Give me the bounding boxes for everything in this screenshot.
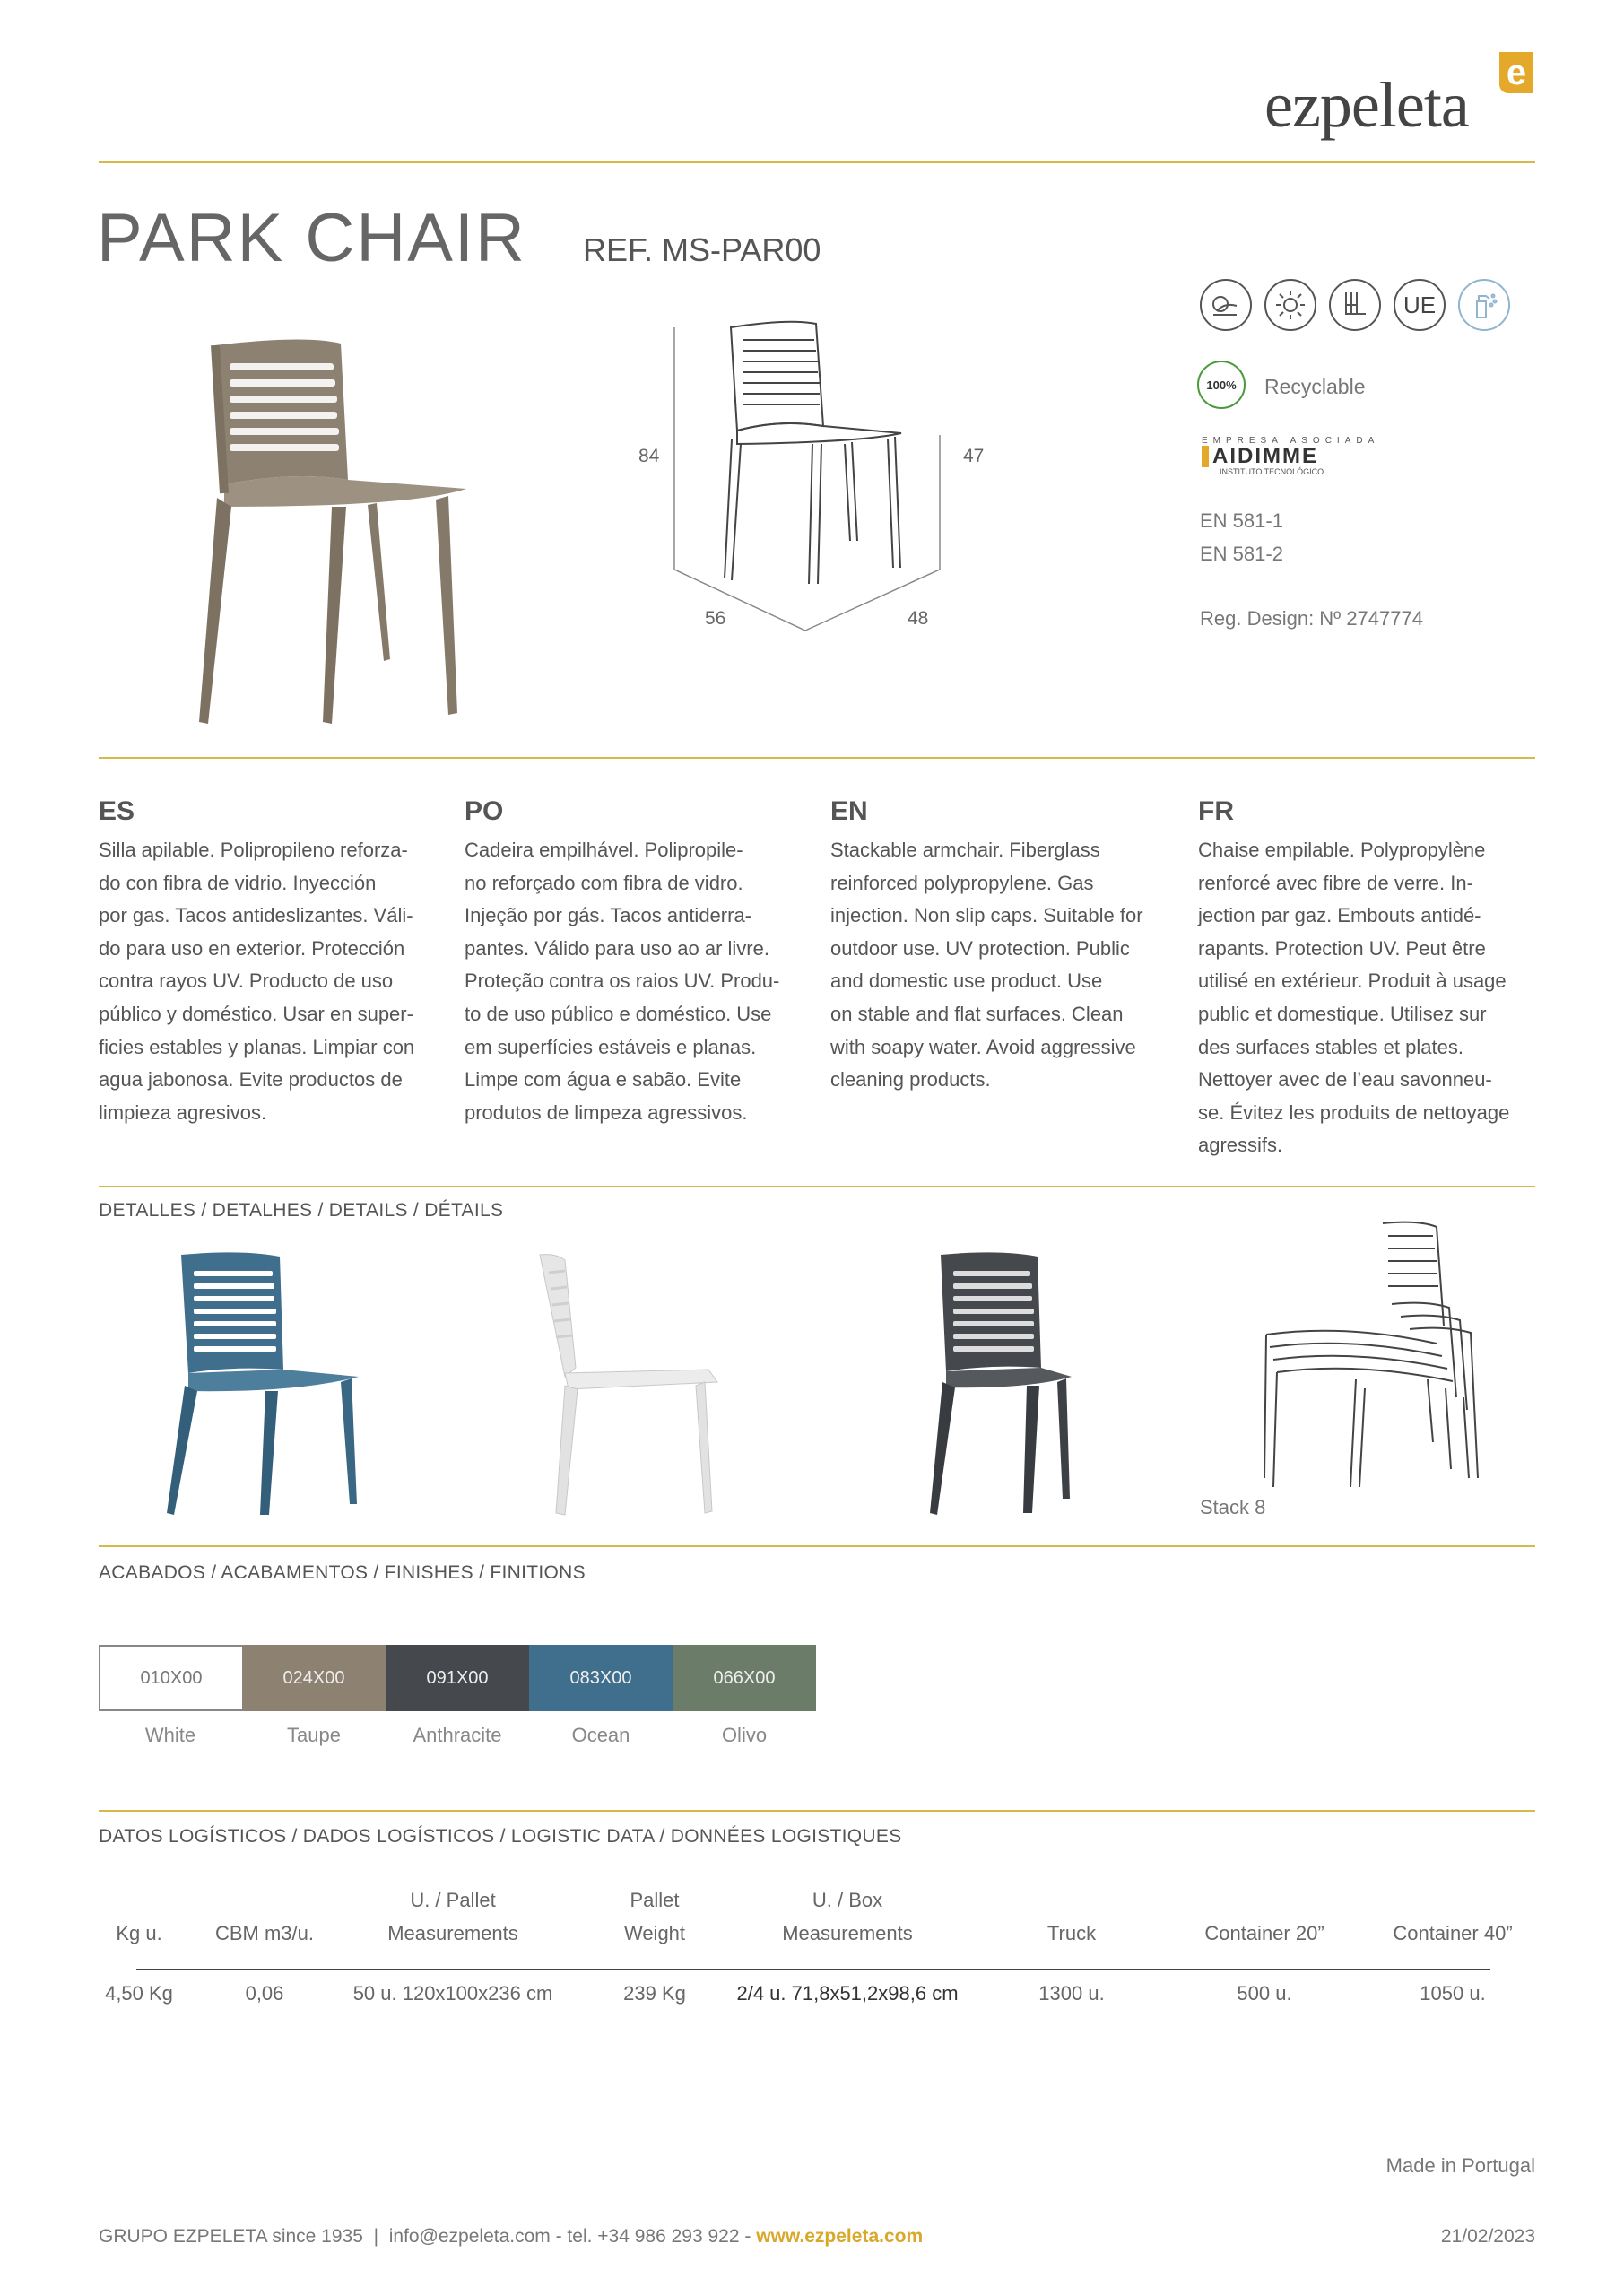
desc-line: renforcé avec fibre de verre. In- <box>1198 871 1473 894</box>
swatch-name: Ocean <box>571 1724 630 1746</box>
table-cell: 4,50 Kg <box>105 1982 173 2005</box>
swatch-name: White <box>144 1724 196 1746</box>
desc-line: Proteção contra os raios UV. Produ- <box>465 970 780 993</box>
desc-line: do con fibra de vidrio. Inyección <box>99 871 377 894</box>
header-line1 <box>81 1883 197 1917</box>
desc-line: do para uso en exterior. Protección <box>99 936 405 960</box>
header-line1: U. / Box <box>812 1889 883 1911</box>
desc-en-lang: EN <box>830 796 868 826</box>
sun-icon <box>1264 279 1316 331</box>
made-in: Made in Portugal <box>1385 2154 1535 2177</box>
desc-line: Limpe com água e sabão. Evite <box>465 1068 742 1091</box>
ue-icon: UE <box>1394 279 1446 331</box>
desc-line: em superfícies estáveis e planas. <box>465 1035 757 1058</box>
swatch-code: 010X00 <box>140 1667 203 1688</box>
desc-line: Nettoyer avec de l’eau savonneu- <box>1198 1068 1492 1091</box>
brand-name: ezpeleta <box>1264 69 1469 141</box>
dim-height: 84 <box>638 446 660 466</box>
footer-date: 21/02/2023 <box>1440 2226 1535 2247</box>
brand-badge: e <box>1499 52 1533 93</box>
desc-line: limpieza agresivos. <box>99 1100 267 1124</box>
desc-line: se. Évitez les produits de nettoyage <box>1198 1100 1510 1124</box>
product-ref: REF. MS-PAR00 <box>583 231 821 268</box>
clean-spray-icon <box>1458 279 1510 331</box>
desc-line: contra rayos UV. Producto de uso <box>99 970 394 993</box>
swatch-olivo <box>673 1645 816 1711</box>
desc-line: Stackable armchair. Fiberglass <box>830 839 1100 861</box>
footer-contact: GRUPO EZPELETA since 1935 | info@ezpeleta.com - tel. +34 986 293 922 - <box>99 2226 757 2247</box>
table-rule <box>136 1969 1490 1970</box>
header-line2: CBM m3/u. <box>214 1922 315 1944</box>
table-cell: 500 u. <box>1237 1982 1292 2005</box>
chair-photo-ocean <box>161 1251 368 1520</box>
divider-details <box>99 1186 1535 1187</box>
aidimme-logo <box>1202 436 1381 476</box>
desc-line: des surfaces stables et plates. <box>1198 1035 1463 1058</box>
desc-fr <box>1198 796 1539 1162</box>
header-line2: Weight <box>623 1922 686 1944</box>
norm-1: EN 581-1 <box>1200 509 1283 532</box>
desc-fr-lang: FR <box>1198 796 1234 826</box>
desc-line: agua jabonosa. Evite productos de <box>99 1068 403 1091</box>
swatch-code: 066X00 <box>713 1667 776 1688</box>
desc-line: cleaning products. <box>830 1068 991 1091</box>
desc-line: agressifs. <box>1198 1134 1283 1157</box>
header-line1 <box>1175 1883 1354 1917</box>
desc-line: Chaise empilable. Polypropylène <box>1198 839 1486 861</box>
header-line2: Truck <box>1046 1922 1097 1944</box>
table-header <box>197 1883 332 1950</box>
table-cell: 50 u. 120x100x236 cm <box>352 1982 553 2005</box>
product-title: PARK CHAIR <box>97 200 526 276</box>
swatch-code: 024X00 <box>282 1667 345 1688</box>
dim-width: 56 <box>705 608 726 629</box>
header-line2: Container 20” <box>1204 1922 1324 1944</box>
swatch-white <box>99 1645 244 1711</box>
chair-photo-taupe <box>188 336 475 731</box>
desc-line: on stable and flat surfaces. Clean <box>830 1002 1124 1025</box>
aidimme-name: AIDIMME <box>1202 446 1381 467</box>
table-header <box>332 1883 574 1950</box>
swatch-taupe <box>242 1645 386 1711</box>
header-line1: Pallet <box>630 1889 680 1911</box>
desc-line: and domestic use product. Use <box>830 970 1103 993</box>
dim-seat-height: 47 <box>963 446 985 466</box>
desc-en-text <box>830 834 1171 1097</box>
desc-line: injection. Non slip caps. Suitable for <box>830 904 1143 927</box>
header-line2: Measurements <box>782 1922 913 1944</box>
table-cell: 0,06 <box>245 1982 284 2005</box>
desc-es-lang: ES <box>99 796 135 826</box>
divider-desc <box>99 757 1535 759</box>
weather-icon <box>1200 279 1252 331</box>
swatch-code: 091X00 <box>426 1667 489 1688</box>
table-header <box>81 1883 197 1950</box>
desc-po-lang: PO <box>465 796 504 826</box>
table-cell: 2/4 u. 71,8x51,2x98,6 cm <box>736 1982 959 2005</box>
desc-line: Injeção por gás. Tacos antiderra- <box>465 904 751 927</box>
logistics-heading: DATOS LOGÍSTICOS / DADOS LOGÍSTICOS / LOGISTIC DATA / DONNÉES LOGISTIQUES <box>99 1826 902 1847</box>
desc-line: ficies estables y planas. Limpiar con <box>99 1035 415 1058</box>
desc-line: with soapy water. Avoid aggressive <box>830 1035 1136 1058</box>
desc-line: public et domestique. Utilisez sur <box>1198 1002 1487 1025</box>
finishes-heading: ACABADOS / ACABAMENTOS / FINISHES / FINITIONS <box>99 1562 586 1583</box>
swatch-name: Olivo <box>721 1724 768 1746</box>
desc-po-text <box>465 834 805 1129</box>
footer-website-link[interactable]: www.ezpeleta.com <box>756 2226 924 2247</box>
desc-line: por gas. Tacos antideslizantes. Váli- <box>99 904 413 927</box>
dimension-drawing <box>673 318 968 641</box>
desc-line: pantes. Válido para uso ao ar livre. <box>465 936 769 960</box>
desc-line: to de uso público e doméstico. Use <box>465 1002 772 1025</box>
swatch-anthracite <box>386 1645 529 1711</box>
swatch-ocean <box>529 1645 673 1711</box>
header-line1 <box>197 1883 332 1917</box>
norm-2: EN 581-2 <box>1200 543 1283 565</box>
swatch-name: Taupe <box>287 1724 341 1746</box>
divider-logistics <box>99 1810 1535 1812</box>
header-line2: Measurements <box>387 1922 518 1944</box>
table-cell: 1050 u. <box>1420 1982 1486 2005</box>
desc-line: Cadeira empilhável. Polipropile- <box>465 839 743 861</box>
desc-es-text <box>99 834 439 1129</box>
table-header <box>717 1883 977 1950</box>
divider-top <box>99 161 1535 163</box>
header-line2: Container 40” <box>1393 1922 1513 1944</box>
recycle-percent: 100% <box>1206 378 1237 392</box>
desc-en <box>830 796 1171 1097</box>
header-line1 <box>1004 1883 1139 1917</box>
desc-es <box>99 796 439 1129</box>
header-line1 <box>1363 1883 1542 1917</box>
desc-line: jection par gaz. Embouts antidé- <box>1198 904 1481 927</box>
table-header <box>1175 1883 1354 1950</box>
recycle-badge <box>1197 361 1246 409</box>
table-header <box>1363 1883 1542 1950</box>
header-line1: U. / Pallet <box>410 1889 496 1911</box>
stack-icon <box>1329 279 1381 331</box>
desc-po <box>465 796 805 1129</box>
stack-label: Stack 8 <box>1200 1496 1266 1518</box>
header-line2: Kg u. <box>116 1922 162 1944</box>
swatch-name: Anthracite <box>413 1724 502 1746</box>
desc-line: público y doméstico. Usar en super- <box>99 1002 413 1025</box>
recycle-label: Recyclable <box>1264 375 1366 398</box>
aidimme-sub: INSTITUTO TECNOLÓGICO <box>1220 467 1324 476</box>
divider-finishes <box>99 1545 1535 1547</box>
swatch-code: 083X00 <box>569 1667 632 1688</box>
reg-design: Reg. Design: Nº 2747774 <box>1200 607 1423 630</box>
dim-depth: 48 <box>908 608 929 629</box>
table-header <box>592 1883 717 1950</box>
desc-line: outdoor use. UV protection. Public <box>830 936 1130 960</box>
footer-company <box>99 2226 923 2248</box>
desc-line: no reforçado com fibra de vidro. <box>465 871 743 894</box>
table-header <box>1004 1883 1139 1950</box>
desc-line: rapants. Protection UV. Peut être <box>1198 936 1486 960</box>
aidimme-top: EMPRESA ASOCIADA <box>1202 436 1380 446</box>
desc-line: reinforced polypropylene. Gas <box>830 871 1094 894</box>
table-cell: 1300 u. <box>1038 1982 1105 2005</box>
desc-line: utilisé en extérieur. Produit à usage <box>1198 970 1507 993</box>
chair-photo-white <box>529 1251 726 1520</box>
desc-line: Silla apilable. Polipropileno reforza- <box>99 839 408 861</box>
desc-line: produtos de limpeza agressivos. <box>465 1100 748 1124</box>
brand-logo <box>1264 52 1533 151</box>
details-heading: DETALLES / DETALHES / DETAILS / DÉTAILS <box>99 1200 504 1221</box>
table-cell: 239 Kg <box>623 1982 686 2005</box>
desc-fr-text <box>1198 834 1539 1162</box>
chair-photo-anthracite <box>919 1251 1099 1520</box>
chair-stack-drawing <box>1257 1218 1481 1505</box>
